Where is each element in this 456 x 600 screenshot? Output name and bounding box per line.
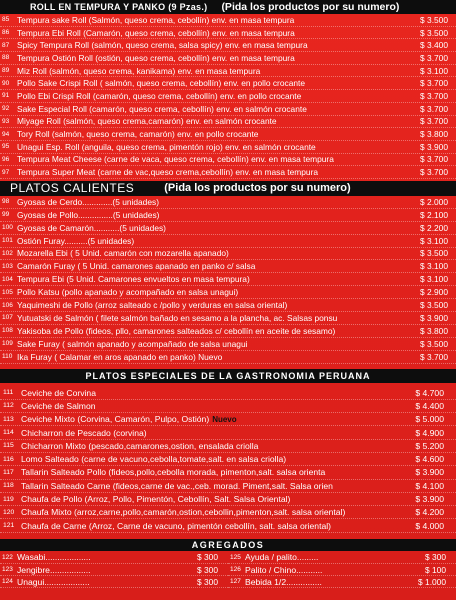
- item-price: $ 3.700: [420, 116, 448, 127]
- new-badge: Nuevo: [212, 414, 237, 424]
- item-price: $ 4.200: [415, 507, 444, 518]
- menu-item-row: [0, 338, 456, 351]
- item-name: Chaufa de Pollo (Arroz, Pollo, Pimentón, Cebollín, Salt. Salsa Oriental): [21, 494, 291, 505]
- item-name: Bebida 1/2...............: [245, 576, 322, 587]
- item-number: 116: [3, 455, 14, 463]
- item-price: $ 1.000: [418, 576, 446, 587]
- item-price: $ 3.700: [420, 103, 448, 114]
- item-name: Chicharron Mixto (pescado,camarones,ostion, ensalada criolla: [21, 440, 259, 451]
- agregados-list: [0, 552, 456, 589]
- menu-item-row: [0, 39, 456, 52]
- item-name: Jengibre.................: [17, 564, 91, 575]
- calientes-list: [0, 196, 456, 364]
- item-name: Lomo Salteado (carne de vacuno,cebolla,tomate,salt. en salsa criolla): [21, 454, 287, 465]
- menu-item-row: [0, 325, 456, 338]
- item-number: 91: [2, 92, 10, 100]
- item-name: Gyosas de Pollo...............(5 unidades): [17, 209, 160, 220]
- item-name: Camarón Furay ( 5 Unid. camarones apanado en panko c/ salsa: [17, 261, 256, 272]
- item-number: 99: [2, 211, 10, 219]
- item-name: Ayuda / palito.........: [245, 552, 319, 563]
- item-price: $ 4.600: [415, 454, 444, 465]
- item-price: $ 300: [425, 552, 446, 563]
- item-price: $ 300: [197, 564, 218, 575]
- item-price: $ 2.000: [420, 196, 448, 207]
- menu-item-row: [0, 440, 456, 453]
- item-number: 111: [3, 389, 14, 397]
- tempura-list: [0, 14, 456, 179]
- especiales-list: [0, 387, 456, 533]
- item-name: Gyosas de Camarón...........(5 unidades): [17, 222, 166, 233]
- section-title: PLATOS CALIENTES: [10, 181, 135, 196]
- menu-item-row: [0, 480, 456, 493]
- menu-item-row: [0, 466, 456, 479]
- menu-item-row: [0, 493, 456, 506]
- menu-item-row: [0, 65, 456, 78]
- menu-item-row: [0, 14, 456, 27]
- item-price: $ 3.700: [420, 167, 448, 178]
- item-price: $ 3.500: [420, 27, 448, 38]
- item-name: Palito / Chino...........: [245, 564, 323, 575]
- item-price: $ 3.400: [420, 40, 448, 51]
- section-title: AGREGADOS: [191, 539, 265, 550]
- item-name: Miyage Roll (salmón, queso crema,camarón) env. en salmón crocante: [17, 116, 277, 127]
- item-name: Yutuatski de Salmón ( filete salmón bañado en sesamo a la plancha, ac. Salsas ponsu: [17, 312, 338, 323]
- item-price: $ 3.100: [420, 274, 448, 285]
- menu-item-row: [0, 248, 456, 261]
- item-price: $ 3.700: [420, 52, 448, 63]
- menu-item-row: [228, 576, 456, 588]
- item-name: Tempura Meat Cheese (carne de vaca, queso crema, cebollín) env. en masa tempura: [17, 154, 334, 165]
- item-number: 100: [2, 224, 13, 232]
- section-header-calientes: [0, 181, 456, 196]
- agregados-right-column: [228, 552, 456, 589]
- item-price: $ 3.700: [420, 90, 448, 101]
- item-price: $ 3.900: [420, 312, 448, 323]
- item-name: Gyosas de Cerdo.............(5 unidades): [17, 196, 159, 207]
- item-price: $ 3.700: [420, 154, 448, 165]
- menu-item-row: [0, 116, 456, 129]
- item-price: $ 3.500: [420, 14, 448, 25]
- menu-item-row: [0, 77, 456, 90]
- menu-item-row: [0, 141, 456, 154]
- item-number: 96: [2, 155, 10, 163]
- item-number: 87: [2, 41, 10, 49]
- item-price: $ 3.900: [420, 141, 448, 152]
- item-name: Ceviche de Salmon: [21, 400, 96, 411]
- item-name: Pollo Katsu (pollo apanado y acompañado en salsa unagui): [17, 287, 239, 298]
- menu-item-row: [0, 312, 456, 325]
- item-price: $ 3.700: [420, 351, 448, 362]
- item-number: 125: [230, 553, 241, 561]
- item-number: 94: [2, 130, 10, 138]
- item-price: $ 300: [197, 552, 218, 563]
- item-name: Chaufa de Carne (Arroz, Carne de vacuno, pimentón cebollín, salt. salsa oriental): [21, 520, 332, 531]
- item-name: Tallarin Salteado Pollo (fideos,pollo,cebolla morada, pimenton,salt. salsa orienta: [21, 467, 326, 478]
- item-name: Ostión Furay..........(5 unidades): [17, 235, 135, 246]
- menu-item-row: [0, 52, 456, 65]
- menu-item-row: [0, 103, 456, 116]
- item-name: Tory Roll (salmón, queso crema, camarón) env. en pollo crocante: [17, 129, 259, 140]
- item-number: 85: [2, 16, 10, 24]
- item-name: Tempura Ebi Roll (Camarón, queso crema, cebollín) env. en masa tempura: [17, 27, 295, 38]
- menu-item-row: [228, 552, 456, 564]
- item-price: $ 300: [197, 576, 218, 587]
- item-price: $ 3.700: [420, 78, 448, 89]
- menu-item-row: [0, 222, 456, 235]
- menu-item-row: [0, 519, 456, 532]
- item-number: 112: [3, 402, 14, 410]
- menu-item-row: [0, 576, 228, 588]
- item-number: 107: [2, 314, 13, 322]
- item-price: $ 4.000: [415, 520, 444, 531]
- menu-item-row: [0, 166, 456, 179]
- item-name: Chaufa Mixto (arroz,carne,pollo,camarón,ostion,cebollin,pimenton,salt. salsa oriental): [21, 507, 346, 518]
- item-number: 97: [2, 168, 10, 176]
- item-price: $ 3.900: [415, 494, 444, 505]
- item-number: 86: [2, 29, 10, 37]
- item-price: $ 2.100: [420, 209, 448, 220]
- menu-item-row: [0, 413, 456, 426]
- menu-item-row: [0, 351, 456, 364]
- item-number: 124: [2, 578, 13, 586]
- item-name: Unagui...................: [17, 576, 90, 587]
- item-number: 120: [3, 508, 15, 516]
- item-name: Pollo Ebi Crispi Roll (camarón, queso crema, cebollín) env. en pollo crocante: [17, 90, 302, 101]
- item-number: 93: [2, 117, 10, 125]
- item-price: $ 4.700: [415, 387, 444, 398]
- item-number: 113: [3, 415, 14, 423]
- item-price: $ 3.800: [420, 129, 448, 140]
- menu-item-row: [0, 453, 456, 466]
- item-price: $ 3.500: [420, 248, 448, 259]
- item-name: Sake Especial Roll (camarón, queso crema, cebollín) env. en salmón crocante: [17, 103, 307, 114]
- item-name: Ceviche de Corvina: [21, 387, 96, 398]
- item-price: $ 5.000: [415, 414, 444, 425]
- item-price: $ 2.200: [420, 222, 448, 233]
- menu-item-row: [0, 196, 456, 209]
- item-number: 115: [3, 442, 14, 450]
- item-name: Tempura Ostión Roll (ostión, queso crema, cebollín) env. en masa tempura: [17, 52, 295, 63]
- item-name: Spicy Tempura Roll (salmón, queso crema, salsa spicy) env. en masa tempura: [17, 40, 308, 51]
- section-header-agregados: [0, 539, 456, 551]
- item-number: 117: [3, 468, 14, 476]
- item-number: 101: [2, 237, 13, 245]
- menu-item-row: [0, 552, 228, 564]
- menu-item-row: [0, 506, 456, 519]
- section-title: PLATOS ESPECIALES DE LA GASTRONOMIA PERUANA: [85, 370, 371, 381]
- item-number: 95: [2, 143, 10, 151]
- item-number: 127: [230, 578, 241, 586]
- item-name: Tempura sake Roll (Salmón, queso crema, cebollín) env. en masa tempura: [17, 14, 295, 25]
- item-price: $ 3.100: [420, 65, 448, 76]
- menu-item-row: [0, 299, 456, 312]
- item-name: Yakisoba de Pollo (fideos, pllo, camarones salteados c/ cebollín en aceite de sesamo): [17, 325, 336, 336]
- menu-item-row: [0, 400, 456, 413]
- item-number: 89: [2, 67, 10, 75]
- item-number: 104: [2, 275, 13, 283]
- item-number: 98: [2, 198, 10, 206]
- menu-item-row: [0, 286, 456, 299]
- item-price: $ 3.800: [420, 325, 448, 336]
- item-name: Miz Roll (salmón, queso crema, kanikama) env. en masa tempura: [17, 65, 261, 76]
- menu-item-row: [0, 154, 456, 167]
- item-number: 119: [3, 495, 14, 503]
- agregados-left-column: [0, 552, 228, 589]
- item-price: $ 3.100: [420, 235, 448, 246]
- item-number: 121: [3, 522, 15, 530]
- item-number: 118: [3, 482, 14, 490]
- menu-item-row: [0, 90, 456, 103]
- item-price: $ 4.400: [415, 400, 444, 411]
- menu-item-row: [0, 387, 456, 400]
- item-number: 122: [2, 553, 13, 561]
- menu-item-row: [0, 27, 456, 40]
- menu-item-row: [0, 209, 456, 222]
- item-number: 123: [2, 566, 13, 574]
- item-price: $ 100: [425, 564, 446, 575]
- order-by-number-note: (Pida los productos por su numero): [221, 1, 400, 13]
- item-name: Ceviche Mixto (Corvina, Camarón, Pulpo, Ostión): [21, 414, 210, 425]
- item-price: $ 3.500: [420, 300, 448, 310]
- item-number: 110: [2, 353, 13, 361]
- item-name: Tempura Ebi (5 Unid. Camarones envueltos en masa tempura): [17, 274, 250, 285]
- section-title: ROLL EN TEMPURA Y PANKO (9 Pzas.): [30, 2, 208, 12]
- section-header-especiales: [0, 369, 456, 383]
- menu-item-row: [228, 564, 456, 576]
- menu-item-row: [0, 128, 456, 141]
- section-header-tempura: [0, 0, 456, 14]
- item-name: Wasabi...................: [17, 552, 91, 563]
- menu-item-row: [0, 426, 456, 439]
- item-number: 106: [2, 301, 13, 309]
- item-number: 109: [2, 340, 13, 348]
- item-price: $ 5.200: [415, 440, 444, 451]
- item-number: 90: [2, 79, 10, 87]
- item-name: Pollo Sake Crispi Roll ( salmón, queso crema, cebollín) env. en pollo crocante: [17, 78, 305, 89]
- item-number: 114: [3, 429, 14, 437]
- item-price: $ 3.500: [420, 338, 448, 349]
- item-price: $ 4.900: [415, 427, 444, 438]
- item-number: 108: [2, 327, 13, 335]
- item-number: 102: [2, 249, 13, 257]
- item-price: $ 2.900: [420, 287, 448, 298]
- item-name: Ika Furay ( Calamar en aros apanado en panko) Nuevo: [17, 351, 223, 362]
- item-number: 92: [2, 105, 10, 113]
- item-name: Tempura Super Meat (carne de vac,queso crema,cebollín) env. en masa tempura: [17, 167, 319, 178]
- item-name: Chicharron de Pescado (corvina): [21, 427, 147, 438]
- menu-item-row: [0, 273, 456, 286]
- item-price: $ 3.900: [415, 467, 444, 478]
- item-name: Unagui Esp. Roll (anguila, queso crema, pimentón rojo) env. en salmón crocante: [17, 141, 316, 152]
- item-number: 103: [2, 262, 13, 270]
- item-price: $ 3.100: [420, 261, 448, 272]
- menu-item-row: [0, 564, 228, 576]
- item-name: Mozarella Ebi ( 5 Unid. camarón con mozarella apanado): [17, 248, 229, 259]
- item-number: 126: [230, 566, 241, 574]
- item-price: $ 4.100: [415, 480, 444, 491]
- menu-item-row: [0, 260, 456, 273]
- order-by-number-note: (Pida los productos por su numero): [164, 182, 351, 195]
- item-number: 105: [2, 288, 13, 296]
- menu-item-row: [0, 235, 456, 248]
- item-name: Tallarin Salteado Carne (fideos,carne de vac.,ceb. morad. Piment,salt. Salsa orien: [21, 480, 333, 491]
- item-number: 88: [2, 54, 10, 62]
- item-name: Yaquimeshi de Pollo (arroz salteado c /pollo y verduras en salsa oriental): [17, 300, 288, 310]
- item-name: Sake Furay ( salmón apanado y acompañado de salsa unagui: [17, 338, 248, 349]
